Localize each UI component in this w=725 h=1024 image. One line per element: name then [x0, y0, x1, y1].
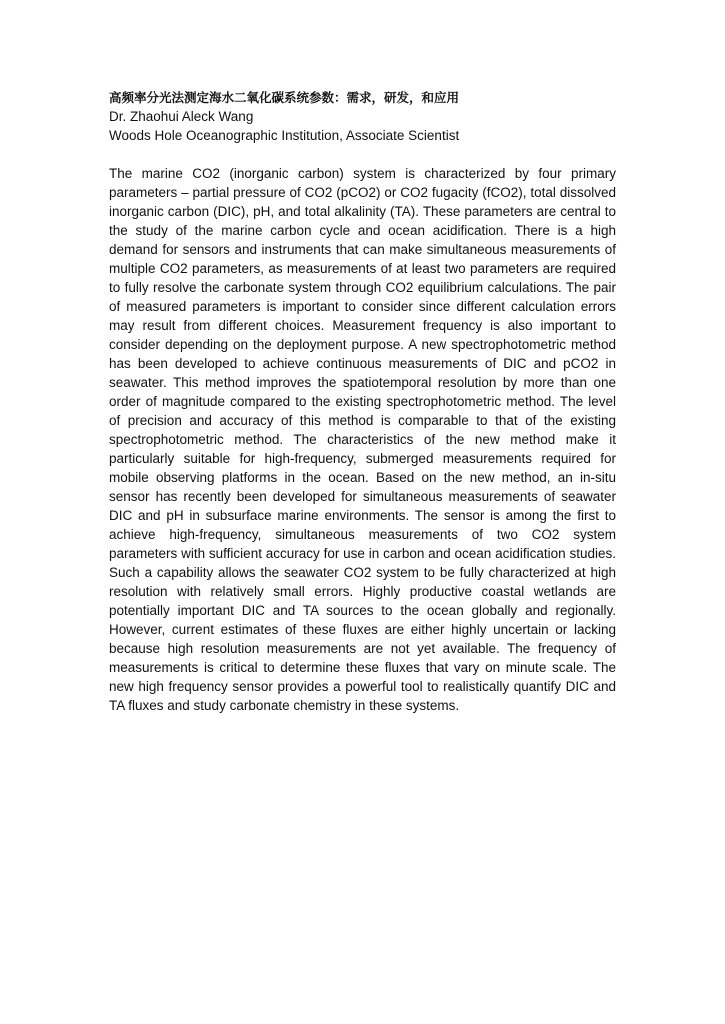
abstract-paragraph: The marine CO2 (inorganic carbon) system is characterized by four primary parameters – partial pressure of CO2 (pCO2) or CO2 fugacity (fCO2), total dissolved inorganic carbon (DIC), pH, and total alkalinity (TA). These parameters are central to the study of the marine carbon cycle and ocean acidification. There is a high demand for sensors and instruments that can make simultaneous measurements of multiple CO2 parameters, as measurements of at least two parameters are required to fully resolve the carbonate system through CO2 equilibrium calculations. The pair of measured parameters is important to consider since different calculation errors may result from different choices. Measurement frequency is also important to consider depending on the deployment purpose. A new spectrophotometric method has been developed to achieve continuous measurements of DIC and pCO2 in seawater. This method improves the spatiotemporal resolution by more than one order of magnitude compared to the existing spectrophotometric method. The level of precision and accuracy of this method is comparable to that of the existing spectrophotometric method. The characteristics of the new method make it particularly suitable for high-frequency, submerged measurements required for mobile observing platforms in the ocean. Based on the new method, an in-situ sensor has recently been developed for simultaneous measurements of seawater DIC and pH in subsurface marine environments. The sensor is among the first to achieve high-frequency, simultaneous measurements of two CO2 system parameters with sufficient accuracy for use in carbon and ocean acidification studies. Such a capability allows the seawater CO2 system to be fully characterized at high resolution with relatively small errors. Highly productive coastal wetlands are potentially important DIC and TA sources to the ocean globally and regionally. However, current estimates of these fluxes are either highly uncertain or lacking because high resolution measurements are not yet available. The frequency of measurements is critical to determine these fluxes that vary on minute scale. The new high frequency sensor provides a powerful tool to realistically quantify DIC and TA fluxes and study carbonate chemistry in these systems. — [109, 166, 616, 713]
author-name: Dr. Zhaohui Aleck Wang — [109, 109, 254, 124]
author-affiliation: Woods Hole Oceanographic Institution, Associate Scientist — [109, 128, 460, 143]
document-page — [109, 88, 616, 715]
document-title: 高频率分光法测定海水二氧化碳系统参数：需求，研发，和应用 — [109, 90, 460, 105]
